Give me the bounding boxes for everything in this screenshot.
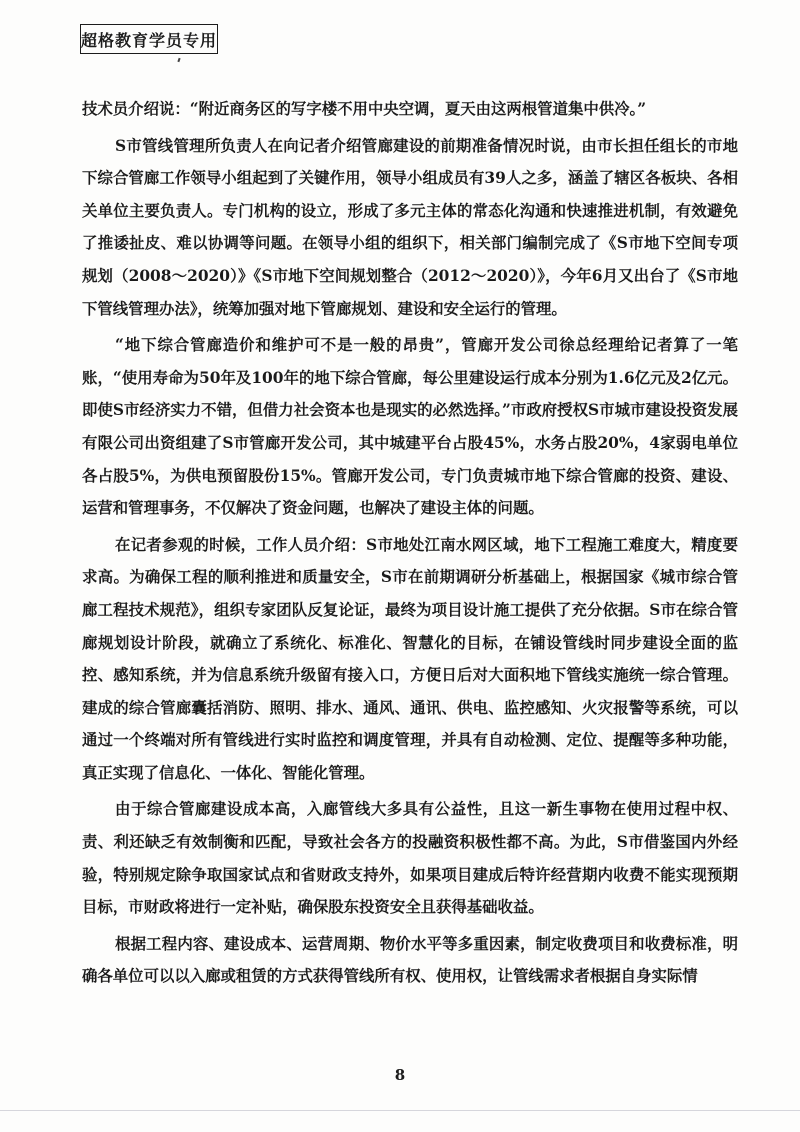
bottom-divider bbox=[0, 1110, 800, 1111]
paragraph-3: “地下综合管廊造价和维护可不是一般的昂贵”，管廊开发公司徐总经理给记者算了一笔账，“使用寿命为50年及100年的地下综合管廊，每公里建设运行成本分别为1.6亿元及2亿元。即使S市经济实力不错，但借力社会资本也是现实的必然选择。”市政府授权S市城市建设投资发展有限公司出资组建了S市管廊开发公司，其中城建平台占股45%，水务占股20%，4家弱电单位各占股5%，为供电预留股份15%。管廊开发公司，专门负责城市地下综合管廊的投资、建设、运营和管理事务，不仅解决了资金问题，也解决了建设主体的问题。 bbox=[82, 336, 738, 518]
article-body bbox=[82, 93, 738, 993]
brand-label-box bbox=[80, 24, 218, 54]
paragraph-5: 由于综合管廊建设成本高，入廊管线大多具有公益性，且这一新生事物在使用过程中权、责、利还缺乏有效制衡和匹配，导致社会各方的投融资积极性都不高。为此，S市借鉴国内外经验，特别规定除争取国家试点和省财政支持外，如果项目建成后特许经营期内收费不能实现预期目标，市财政将进行一定补贴，确保股东投资安全且获得基础收益。 bbox=[82, 800, 738, 917]
paragraph-4: 在记者参观的时候，工作人员介绍：S市地处江南水网区域，地下工程施工难度大，精度要求高。为确保工程的顺利推进和质量安全，S市在前期调研分析基础上，根据国家《城市综合管廊工程技术规范》，组织专家团队反复论证，最终为项目设计施工提供了充分依据。S市在综合管廊规划设计阶段，就确立了系统化、标准化、智慧化的目标，在铺设管线时同步建设全面的监控、感知系统，并为信息系统升级留有接入口，方便日后对大面积地下管线实施统一综合管理。建成的综合管廊囊括消防、照明、排水、通风、通讯、供电、监控感知、火灾报警等系统，可以通过一个终端对所有管线进行实时监控和调度管理，并具有自动检测、定位、提醒等多种功能，真正实现了信息化、一体化、智能化管理。 bbox=[82, 535, 738, 782]
paragraph-6: 根据工程内容、建设成本、运营周期、物价水平等多重因素，制定收费项目和收费标准，明确各单位可以以入廊或租赁的方式获得管线所有权、使用权，让管线需求者根据自身实际情 bbox=[82, 934, 738, 986]
paragraph-1: 技术员介绍说：“附近商务区的写字楼不用中央空调，夏天由这两根管道集中供冷。” bbox=[82, 100, 647, 118]
paragraph-2: S市管线管理所负责人在向记者介绍管廊建设的前期准备情况时说，由市长担任组长的市地下综合管廊工作领导小组起到了关键作用，领导小组成员有39人之多，涵盖了辖区各板块、各相关单位主要负责人。专门机构的设立，形成了多元主体的常态化沟通和快速推进机制，有效避免了推诿扯皮、难以协调等问题。在领导小组的组织下，相关部门编制完成了《S市地下空间专项规划（2008～2020）》《S市地下空间规划整合（2012～2020）》，今年6月又出台了《S市地下管线管理办法》，统筹加强对地下管廊规划、建设和安全运行的管理。 bbox=[82, 136, 738, 318]
scan-speck bbox=[177, 58, 180, 62]
page-number: 8 bbox=[394, 1066, 406, 1084]
brand-label: 超格教育学员专用 bbox=[81, 30, 218, 50]
